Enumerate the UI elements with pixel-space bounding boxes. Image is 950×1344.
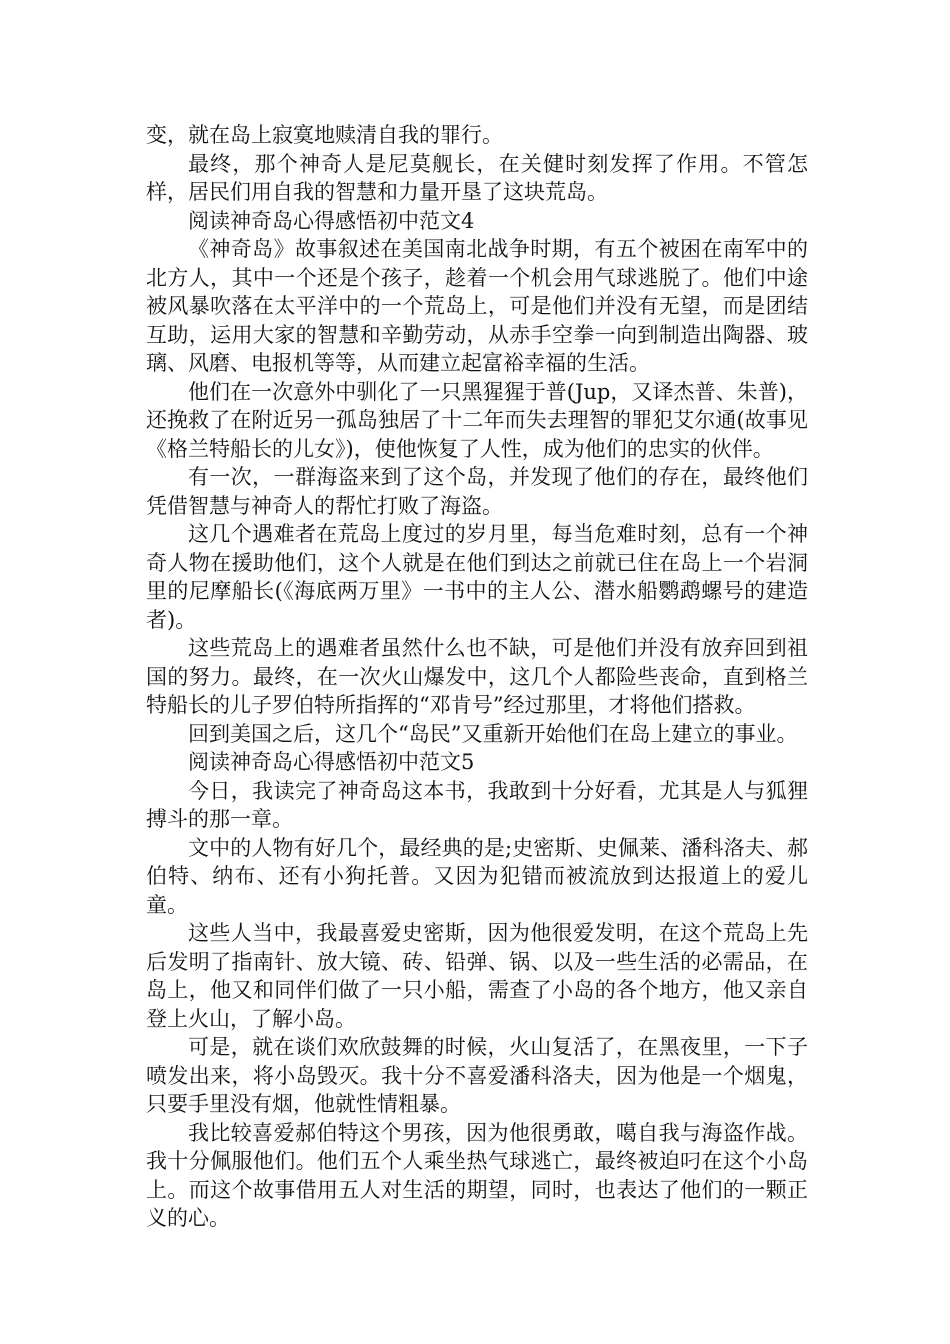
paragraph: 可是，就在谈们欢欣鼓舞的时候，火山复活了，在黑夜里，一下子喷发出来，将小岛毁灭。我十分不喜爱潘科洛夫，因为他是一个烟鬼，只要手里没有烟，他就性情粗暴。 [146, 1035, 808, 1116]
paragraph: 回到美国之后，这几个“岛民”又重新开始他们在岛上建立的事业。 [188, 721, 798, 746]
paragraph: 这些人当中，我最喜爱史密斯，因为他很爱发明，在这个荒岛上先后发明了指南针、放大镜、砖、铅弹、锅、以及一些生活的必需品，在岛上，他又和同伴们做了一只小船，需查了小岛的各个地方，他又亲自登上火山，了解小岛。 [146, 921, 808, 1031]
section-heading-5: 阅读神奇岛心得感悟初中范文5 [188, 750, 475, 774]
paragraph: 文中的人物有好几个，最经典的是;史密斯、史佩莱、潘科洛夫、郝伯特、纳布、还有小狗托普。又因为犯错而被流放到达报道上的爱儿童。 [146, 835, 808, 917]
paragraph: 有一次，一群海盗来到了这个岛，并发现了他们的存在，最终他们凭借智慧与神奇人的帮忙打败了海盗。 [146, 465, 808, 518]
document-body [146, 121, 808, 1233]
paragraph: 《神奇岛》故事叙述在美国南北战争时期，有五个被困在南军中的北方人，其中一个还是个孩子，趁着一个机会用气球逃脱了。他们中途被风暴吹落在太平洋中的一个荒岛上，可是他们并没有无望，而是团结互助，运用大家的智慧和辛勤劳动，从赤手空拳一向到制造出陶器、玻璃、风磨、电报机等等，从而建立起富裕幸福的生活。 [146, 237, 808, 375]
paragraph: 这些荒岛上的遇难者虽然什么也不缺，可是他们并没有放弃回到祖国的努力。最终，在一次火山爆发中，这几个人都险些丧命，直到格兰特船长的儿子罗伯特所指挥的“邓肯号”经过那里，才将他们搭救。 [146, 636, 808, 717]
section-heading-4: 阅读神奇岛心得感悟初中范文4 [188, 208, 475, 233]
paragraph: 今日，我读完了神奇岛这本书，我敢到十分好看，尤其是人与狐狸搏斗的那一章。 [146, 778, 808, 831]
paragraph: 这几个遇难者在荒岛上度过的岁月里，每当危难时刻，总有一个神奇人物在援助他们，这个人就是在他们到达之前就已住在岛上一个岩洞里的尼摩船长(《海底两万里》一书中的主人公、潜水船鹦鹉螺号的建造者)。 [146, 522, 808, 632]
continuation-paragraph: 变，就在岛上寂寞地赎清自我的罪行。 [146, 123, 503, 147]
paragraph: 他们在一次意外中驯化了一只黑猩猩于普(Jup，又译杰普、朱普)，还挽救了在附近另一孤岛独居了十二年而失去理智的罪犯艾尔通(故事见《格兰特船长的儿女》)，使他恢复了人性，成为他们的忠实的伙伴。 [146, 379, 808, 461]
paragraph: 最终，那个神奇人是尼莫舰长，在关健时刻发挥了作用。不管怎样，居民们用自我的智慧和力量开垦了这块荒岛。 [146, 151, 808, 204]
paragraph: 我比较喜爱郝伯特这个男孩，因为他很勇敢，噶自我与海盗作战。我十分佩服他们。他们五个人乘坐热气球逃亡，最终被迫叼在这个小岛上。而这个故事借用五人对生活的期望，同时，也表达了他们的一颗正义的心。 [146, 1120, 808, 1230]
